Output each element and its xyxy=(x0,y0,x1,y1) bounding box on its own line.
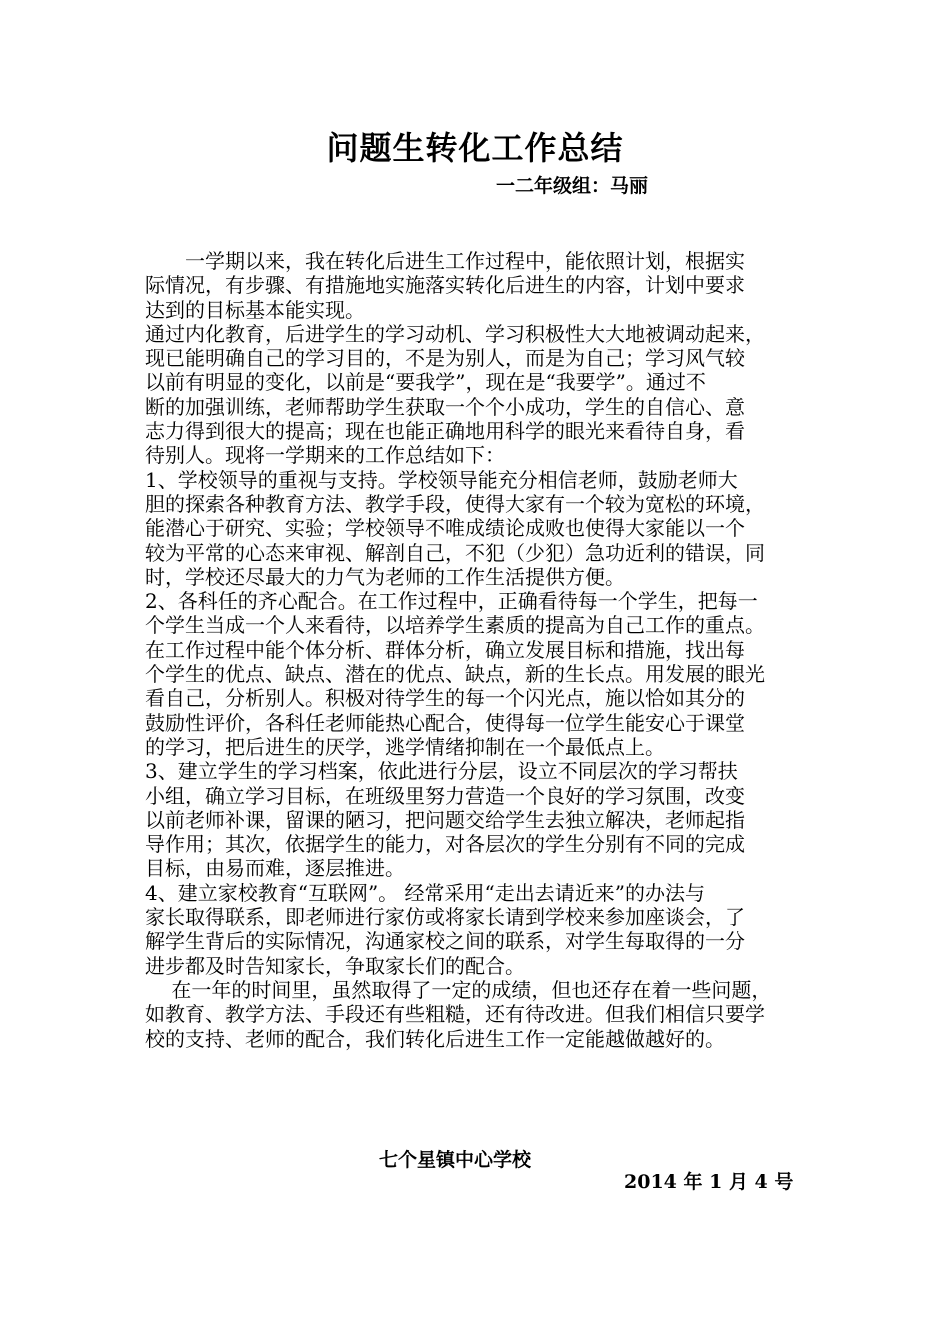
document-date: 2014 年 1 月 4 号 xyxy=(624,1171,794,1193)
body-line: 校的支持、老师的配合，我们转化后进生工作一定能越做越好的。 xyxy=(145,1026,725,1051)
body-line: 3、建立学生的学习档案，依此进行分层，设立不同层次的学习帮扶 xyxy=(145,759,738,784)
document-body xyxy=(145,249,825,1051)
body-line: 以前老师补课，留课的陋习，把问题交给学生去独立解决，老师起指 xyxy=(145,807,745,832)
body-line: 家长取得联系，即老师进行家仿或将家长请到学校来参加座谈会，了 xyxy=(145,905,745,930)
body-line: 目标，由易而难，逐层推进。 xyxy=(145,856,405,881)
school-name: 七个星镇中心学校 xyxy=(379,1149,532,1171)
body-line: 如教育、教学方法、手段还有些粗糙，还有待改进。但我们相信只要学 xyxy=(145,1002,765,1027)
body-line: 的学习，把后进生的厌学，逃学情绪抑制在一个最低点上。 xyxy=(145,734,665,759)
body-line: 看自己，分析别人。积极对待学生的每一个闪光点，施以恰如其分的 xyxy=(145,686,745,711)
body-line: 在工作过程中能个体分析、群体分析，确立发展目标和措施，找出每 xyxy=(145,637,745,662)
document-title: 问题生转化工作总结 xyxy=(326,129,624,167)
body-line: 1、学校领导的重视与支持。学校领导能充分相信老师，鼓励老师大 xyxy=(145,467,738,492)
body-line: 4、建立家校教育“互联网”。 经常采用“走出去请近来”的办法与 xyxy=(145,880,705,905)
body-line: 导作用；其次，依据学生的能力，对各层次的学生分别有不同的完成 xyxy=(145,832,745,857)
body-line: 一学期以来，我在转化后进生工作过程中，能依照计划，根据实 xyxy=(145,249,745,273)
body-line: 现已能明确自己的学习目的，不是为别人，而是为自己；学习风气较 xyxy=(145,346,745,371)
body-line: 通过内化教育，后进学生的学习动机、学习积极性大大地被调动起来， xyxy=(145,321,765,346)
body-line: 解学生背后的实际情况，沟通家校之间的联系，对学生每取得的一分 xyxy=(145,929,745,954)
body-line: 时，学校还尽最大的力气为老师的工作生活提供方便。 xyxy=(145,564,625,589)
body-line: 达到的目标基本能实现。 xyxy=(145,297,365,322)
body-line: 能潜心于研究、实验；学校领导不唯成绩论成败也使得大家能以一个 xyxy=(145,516,745,541)
body-line: 待别人。现将一学期来的工作总结如下： xyxy=(145,443,505,468)
body-line: 2、各科任的齐心配合。在工作过程中，正确看待每一个学生，把每一 xyxy=(145,589,758,614)
body-line: 断的加强训练，老师帮助学生获取一个个小成功，学生的自信心、意 xyxy=(145,394,745,419)
body-line: 际情况，有步骤、有措施地实施落实转化后进生的内容，计划中要求 xyxy=(145,273,745,298)
body-line: 以前有明显的变化，以前是“要我学”，现在是“我要学”。通过不 xyxy=(145,370,706,395)
body-line: 较为平常的心态来审视、解剖自己，不犯（少犯）急功近利的错误，同 xyxy=(145,540,765,565)
body-line: 鼓励性评价，各科任老师能热心配合，使得每一位学生能安心于课堂 xyxy=(145,710,745,735)
body-line: 在一年的时间里，虽然取得了一定的成绩，但也还存在着一些问题， xyxy=(145,977,772,1002)
author-line: 一二年级组：马丽 xyxy=(496,175,649,197)
body-line: 个学生的优点、缺点、潜在的优点、缺点，新的生长点。用发展的眼光 xyxy=(145,662,765,687)
body-line: 小组，确立学习目标，在班级里努力营造一个良好的学习氛围，改变 xyxy=(145,783,745,808)
body-line: 胆的探索各种教育方法、教学手段，使得大家有一个较为宽松的环境， xyxy=(145,491,765,516)
body-line: 个学生当成一个人来看待，以培养学生素质的提高为自己工作的重点。 xyxy=(145,613,765,638)
body-line: 志力得到很大的提高；现在也能正确地用科学的眼光来看待自身，看 xyxy=(145,419,745,444)
body-line: 进步都及时告知家长，争取家长们的配合。 xyxy=(145,953,525,978)
